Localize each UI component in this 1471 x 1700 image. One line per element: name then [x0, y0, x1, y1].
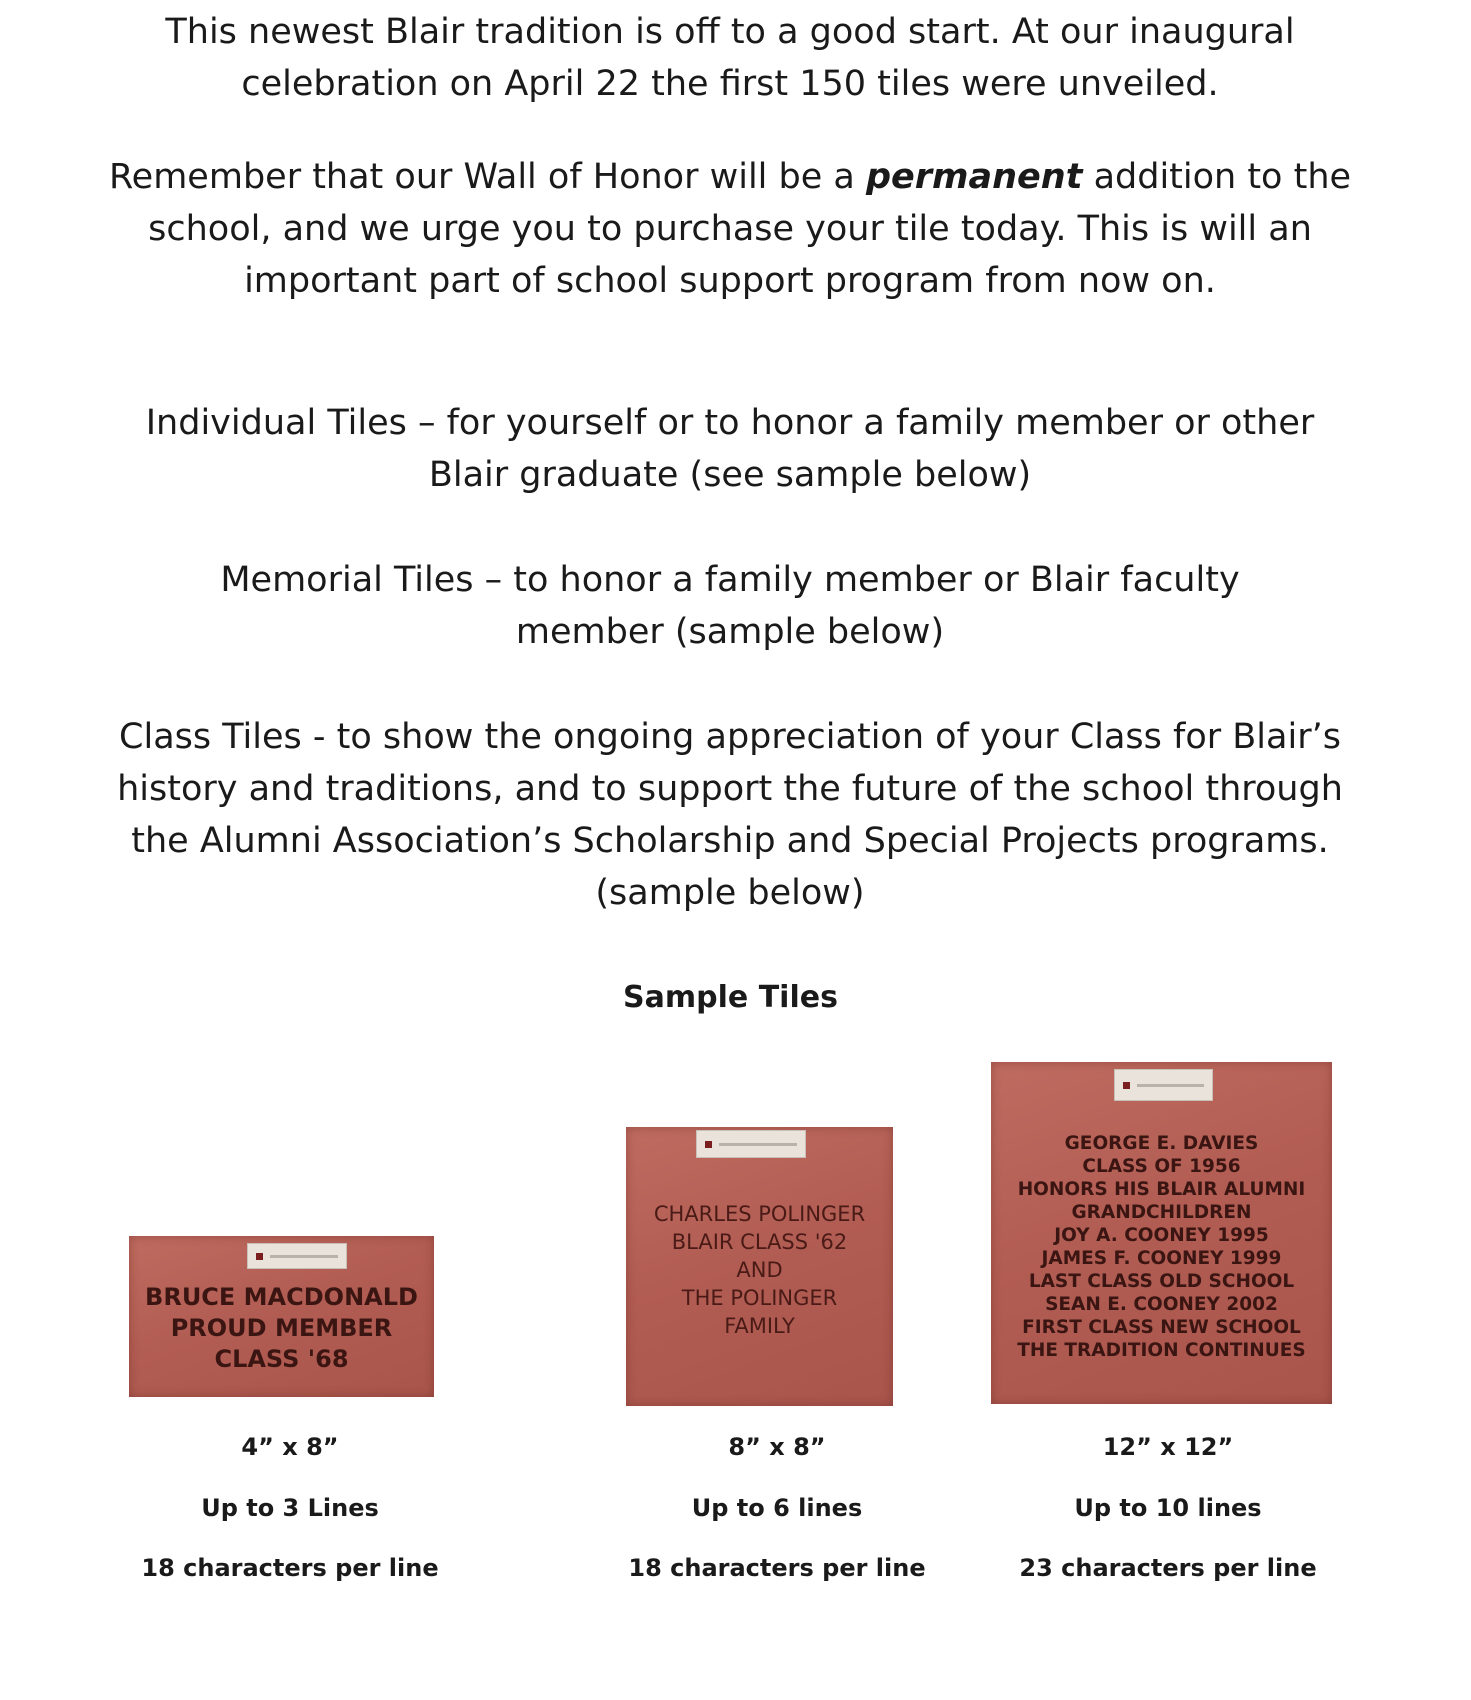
tile-chars-label: 18 characters per line	[141, 1554, 439, 1582]
intro-line: This newest Blair tradition is off to a good start. At our inaugural	[165, 12, 1295, 52]
inscription-line: CLASS OF 1956	[1082, 1156, 1241, 1177]
tile-inscription	[991, 1132, 1332, 1362]
tile-plaque-icon	[1114, 1069, 1213, 1101]
tile-lines-label: Up to 3 Lines	[201, 1494, 379, 1522]
tile-inscription	[129, 1282, 434, 1375]
tile-chars-label: 23 characters per line	[1019, 1554, 1317, 1582]
sample-tiles-heading	[0, 978, 1471, 1018]
permanent-line: school, and we urge you to purchase your tile today. This is will an	[148, 209, 1312, 249]
permanent-emphasis: permanent	[865, 157, 1083, 197]
inscription-line: JAMES F. COONEY 1999	[1041, 1248, 1282, 1269]
inscription-line: LAST CLASS OLD SCHOOL	[1028, 1271, 1295, 1292]
inscription-line: AND	[736, 1258, 783, 1282]
memorial-tiles-paragraph	[90, 554, 1370, 658]
inscription-line: CHARLES POLINGER	[653, 1202, 866, 1226]
individual-line: Blair graduate (see sample below)	[428, 455, 1032, 495]
inscription-line: PROUD MEMBER	[170, 1314, 393, 1342]
permanent-line: addition to the	[1082, 157, 1352, 197]
tile-size-label: 12” x 12”	[1102, 1433, 1234, 1461]
class-line: the Alumni Association’s Scholarship and Special Projects programs.	[131, 821, 1329, 861]
individual-tiles-paragraph	[90, 397, 1370, 501]
class-line: (sample below)	[595, 873, 865, 913]
class-tiles-paragraph	[90, 711, 1370, 919]
permanent-line: important part of school support program from now on.	[244, 261, 1216, 301]
inscription-line: FAMILY	[724, 1314, 795, 1338]
intro-paragraph	[90, 6, 1370, 110]
inscription-line: GEORGE E. DAVIES	[1064, 1133, 1259, 1154]
sample-tile-small	[129, 1236, 434, 1397]
inscription-line: GRANDCHILDREN	[1071, 1202, 1252, 1223]
class-line: history and traditions, and to support the future of the school through	[117, 769, 1343, 809]
inscription-line: THE POLINGER	[681, 1286, 838, 1310]
tile-size-label: 4” x 8”	[241, 1433, 339, 1461]
inscription-line: SEAN E. COONEY 2002	[1045, 1294, 1278, 1315]
inscription-line: THE TRADITION CONTINUES	[1017, 1340, 1306, 1361]
sample-tile-large	[991, 1062, 1332, 1404]
tile-plaque-icon	[696, 1130, 806, 1158]
individual-line: Individual Tiles – for yourself or to honor a family member or other	[145, 403, 1315, 443]
inscription-line: FIRST CLASS NEW SCHOOL	[1022, 1317, 1301, 1338]
inscription-line: JOY A. COONEY 1995	[1054, 1225, 1269, 1246]
tile-chars-label: 18 characters per line	[628, 1554, 926, 1582]
class-line: Class Tiles - to show the ongoing appreciation of your Class for Blair’s	[119, 717, 1341, 757]
permanent-paragraph	[90, 151, 1370, 307]
memorial-line: Memorial Tiles – to honor a family member or Blair faculty	[220, 560, 1240, 600]
inscription-line: HONORS HIS BLAIR ALUMNI	[1017, 1179, 1306, 1200]
inscription-line: BLAIR CLASS '62	[671, 1230, 848, 1254]
inscription-line: BRUCE MACDONALD	[145, 1283, 418, 1311]
tile-plaque-icon	[247, 1243, 347, 1269]
permanent-line: Remember that our Wall of Honor will be a	[108, 157, 866, 197]
intro-line: celebration on April 22 the first 150 tiles were unveiled.	[241, 64, 1219, 104]
sample-tiles-title: Sample Tiles	[623, 980, 838, 1015]
memorial-line: member (sample below)	[515, 612, 945, 652]
tile-lines-label: Up to 10 lines	[1074, 1494, 1262, 1522]
tile-size-label: 8” x 8”	[728, 1433, 826, 1461]
inscription-line: CLASS '68	[214, 1345, 349, 1373]
tile-inscription	[626, 1200, 893, 1340]
tile-lines-label: Up to 6 lines	[691, 1494, 863, 1522]
sample-tile-medium	[626, 1127, 893, 1406]
